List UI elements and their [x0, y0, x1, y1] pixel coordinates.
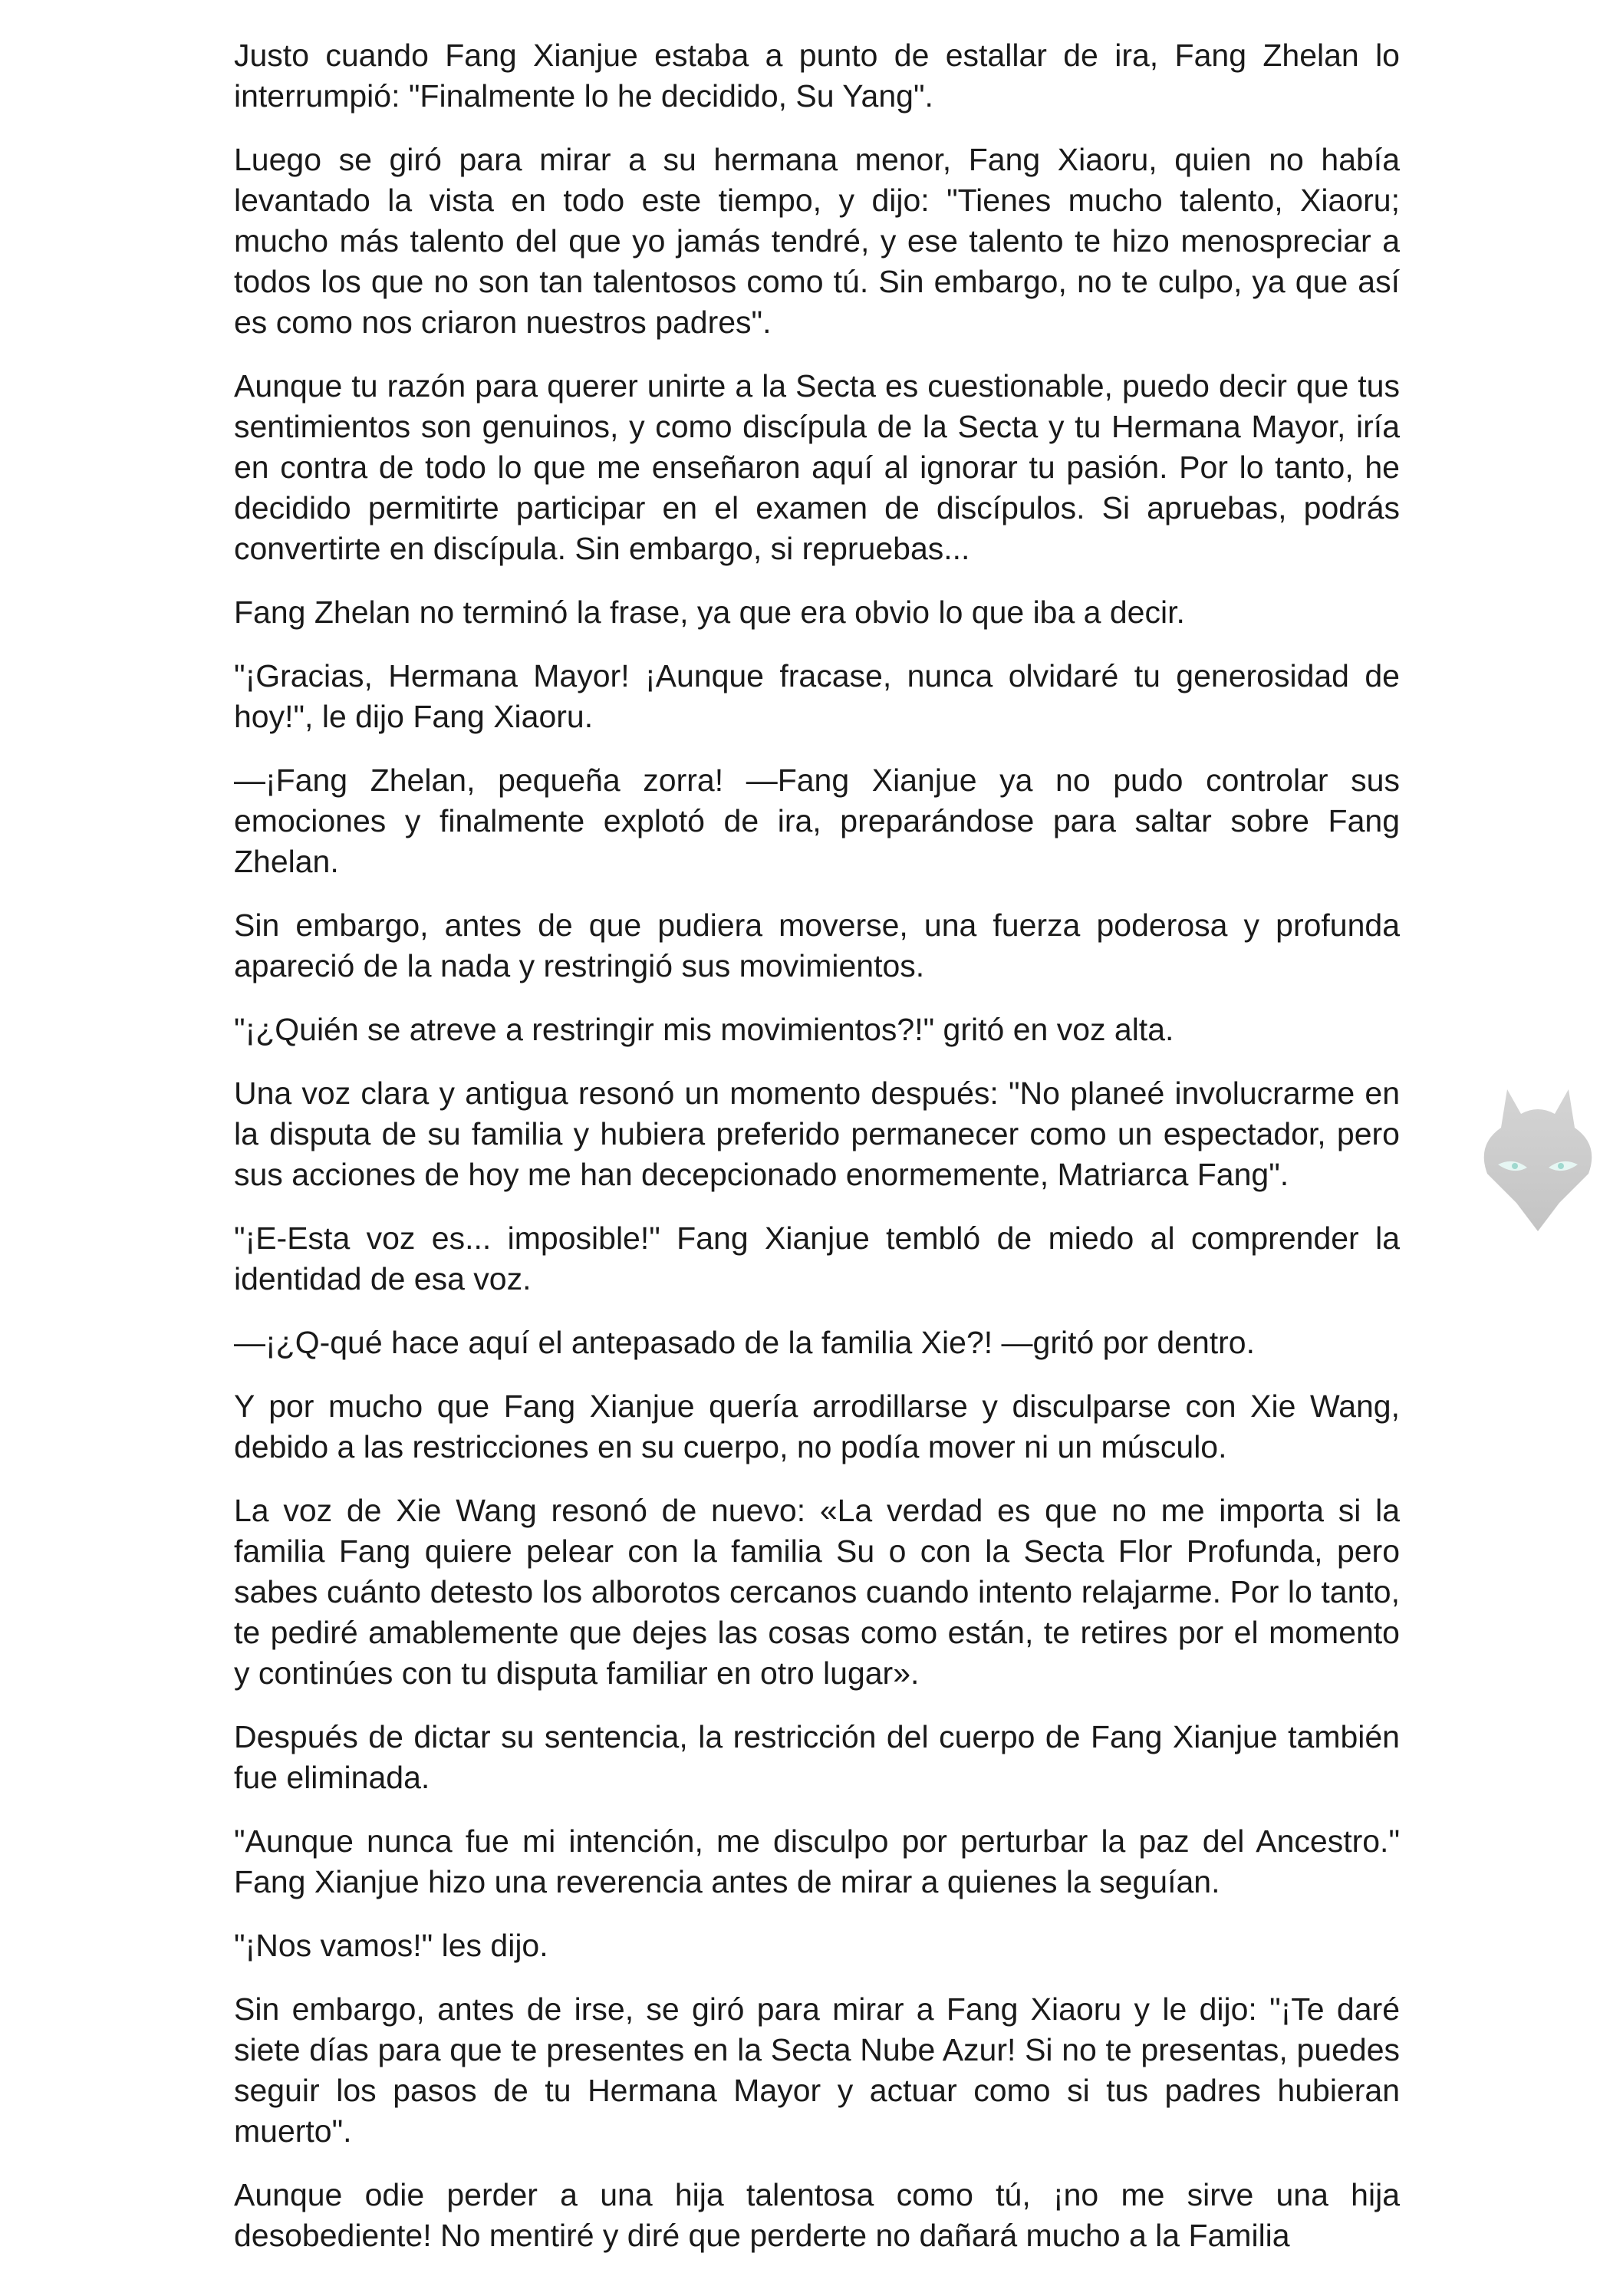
paragraph: —¡Fang Zhelan, pequeña zorra! —Fang Xianjue ya no pudo controlar sus emociones y finalmente explotó de ira, preparándose para saltar sobre Fang Zhelan. — [234, 763, 1400, 879]
paragraph: Aunque tu razón para querer unirte a la Secta es cuestionable, puedo decir que tus sentimientos son genuinos, y como discípula de la Secta y tu Hermana Mayor, iría en contra de todo lo que me enseñaron aquí al ignorar tu pasión. Por lo tanto, he decidido permitirte participar en el examen de discípulos. Si apruebas, podrás convertirte en discípula. Sin embargo, si repruebas... — [234, 368, 1400, 566]
paragraph: Aunque odie perder a una hija talentosa como tú, ¡no me sirve una hija desobediente! No mentiré y diré que perderte no dañará mucho a la Familia — [234, 2177, 1400, 2253]
paragraph: "¡Gracias, Hermana Mayor! ¡Aunque fracase, nunca olvidaré tu generosidad de hoy!", le dijo Fang Xiaoru. — [234, 658, 1400, 734]
paragraph: "¡¿Quién se atreve a restringir mis movimientos?!" gritó en voz alta. — [234, 1012, 1174, 1047]
paragraph: Una voz clara y antigua resonó un momento después: "No planeé involucrarme en la disputa de su familia y hubiera preferido permanecer como un espectador, pero sus acciones de hoy me han decepcionado enormemente, Matriarca Fang". — [234, 1076, 1400, 1192]
paragraph: Luego se giró para mirar a su hermana menor, Fang Xiaoru, quien no había levantado la vista en todo este tiempo, y dijo: "Tienes mucho talento, Xiaoru; mucho más talento del que yo jamás tendré, y ese talento te hizo menospreciar a todos los que no son tan talentosos como tú. Sin embargo, no te culpo, ya que así es como nos criaron nuestros padres". — [234, 142, 1400, 340]
document-page — [234, 35, 1400, 2256]
paragraph: "Aunque nunca fue mi intención, me disculpo por perturbar la paz del Ancestro." Fang Xianjue hizo una reverencia antes de mirar a quienes la seguían. — [234, 1823, 1400, 1899]
paragraph: Y por mucho que Fang Xianjue quería arrodillarse y disculparse con Xie Wang, debido a las restricciones en su cuerpo, no podía mover ni un músculo. — [234, 1388, 1400, 1464]
paragraph: —¡¿Q-qué hace aquí el antepasado de la familia Xie?! —gritó por dentro. — [234, 1325, 1255, 1360]
paragraph: Sin embargo, antes de irse, se giró para mirar a Fang Xiaoru y le dijo: "¡Te daré siete días para que te presentes en la Secta Nube Azur! Si no te presentas, puedes seguir los pasos de tu Hermana Mayor y actuar como si tus padres hubieran muerto". — [234, 1991, 1400, 2149]
paragraph: "¡E-Esta voz es... imposible!" Fang Xianjue tembló de miedo al comprender la identidad de esa voz. — [234, 1220, 1400, 1296]
paragraph: Justo cuando Fang Xianjue estaba a punto de estallar de ira, Fang Zhelan lo interrumpió: "Finalmente lo he decidido, Su Yang". — [234, 38, 1400, 114]
paragraph: Después de dictar su sentencia, la restricción del cuerpo de Fang Xianjue también fue eliminada. — [234, 1719, 1400, 1795]
paragraph: "¡Nos vamos!" les dijo. — [234, 1928, 548, 1963]
paragraph: Sin embargo, antes de que pudiera moverse, una fuerza poderosa y profunda apareció de la nada y restringió sus movimientos. — [234, 908, 1400, 983]
paragraph: Fang Zhelan no terminó la frase, ya que era obvio lo que iba a decir. — [234, 595, 1185, 630]
demon-head-icon — [1469, 1074, 1607, 1243]
paragraph: La voz de Xie Wang resonó de nuevo: «La verdad es que no me importa si la familia Fang quiere pelear con la familia Su o con la Secta Flor Profunda, pero sabes cuánto detesto los alborotos cercanos cuando intento relajarme. Por lo tanto, te pediré amablemente que dejes las cosas como están, te retires por el momento y continúes con tu disputa familiar en otro lugar». — [234, 1493, 1400, 1691]
